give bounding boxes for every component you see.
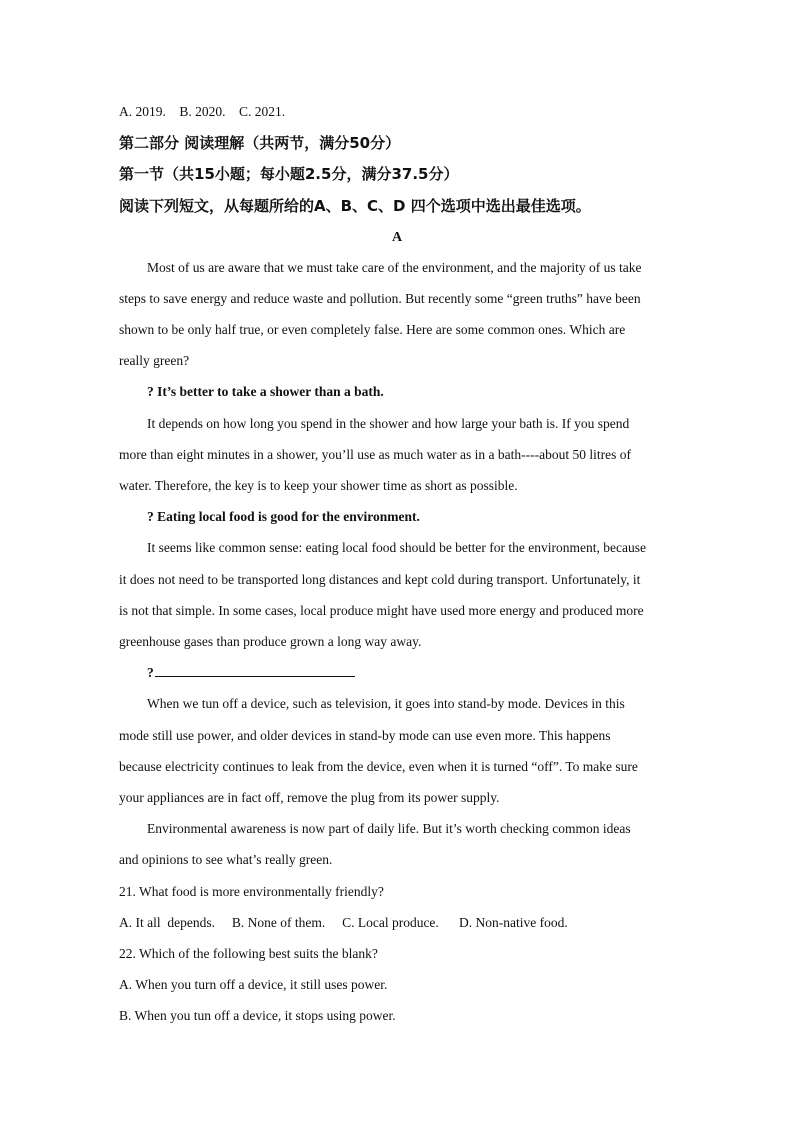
intro-line: really green? (119, 353, 190, 368)
food-text-line: is not that simple. In some cases, local produce might have used more energy and produced more (119, 603, 644, 618)
blank-heading (147, 664, 355, 682)
food-text-line: greenhouse gases than produce grown a long way away. (119, 634, 422, 649)
shower-text-line: more than eight minutes in a shower, you’ll use as much water as in a bath----about 50 litres of (119, 447, 631, 462)
device-text-line: mode still use power, and older devices in stand-by mode can use even more. This happens (119, 728, 611, 743)
conclusion-line: Environmental awareness is now part of daily life. But it’s worth checking common ideas (147, 821, 631, 836)
intro-line: shown to be only half true, or even completely false. Here are some common ones. Which are (119, 322, 626, 337)
intro-line: steps to save energy and reduce waste and pollution. But recently some “green truths” have been (119, 291, 641, 306)
question-22-stem: 22. Which of the following best suits the blank? (119, 946, 378, 961)
shower-text-line: water. Therefore, the key is to keep your shower time as short as possible. (119, 478, 518, 493)
question-22-option-a: A. When you turn off a device, it still uses power. (119, 977, 388, 992)
food-heading: ? Eating local food is good for the environment. (147, 509, 420, 524)
previous-question-options: A. 2019. B. 2020. C. 2021. (119, 104, 286, 119)
blank-heading-mark: ? (147, 665, 154, 680)
shower-heading: ? It’s better to take a shower than a bath. (147, 384, 384, 399)
answer-blank (155, 664, 355, 677)
shower-text-line: It depends on how long you spend in the shower and how large your bath is. If you spend (147, 416, 630, 431)
reading-instruction: 阅读下列短文，从每题所给的A、B、C、D 四个选项中选出最佳选项。 (119, 197, 591, 215)
question-22-option-b: B. When you tun off a device, it stops using power. (119, 1008, 396, 1023)
device-text-line: your appliances are in fact off, remove the plug from its power supply. (119, 790, 500, 805)
question-21-stem: 21. What food is more environmentally friendly? (119, 884, 384, 899)
question-21-options: A. It all depends. B. None of them. C. Local produce. D. Non-native food. (119, 915, 568, 930)
conclusion-line: and opinions to see what’s really green. (119, 852, 333, 867)
device-text-line: When we tun off a device, such as television, it goes into stand-by mode. Devices in this (147, 696, 625, 711)
intro-line: Most of us are aware that we must take care of the environment, and the majority of us take (147, 260, 642, 275)
food-text-line: It seems like common sense: eating local food should be better for the environment, because (147, 540, 646, 555)
food-text-line: it does not need to be transported long distances and kept cold during transport. Unfortunately, it (119, 572, 641, 587)
subsection-title: 第一节（共15小题；每小题2.5分，满分37.5分） (119, 165, 459, 183)
passage-label: A (391, 230, 403, 245)
section-title: 第二部分 阅读理解（共两节，满分50分） (119, 134, 401, 152)
device-text-line: because electricity continues to leak from the device, even when it is turned “off”. To make sure (119, 759, 638, 774)
